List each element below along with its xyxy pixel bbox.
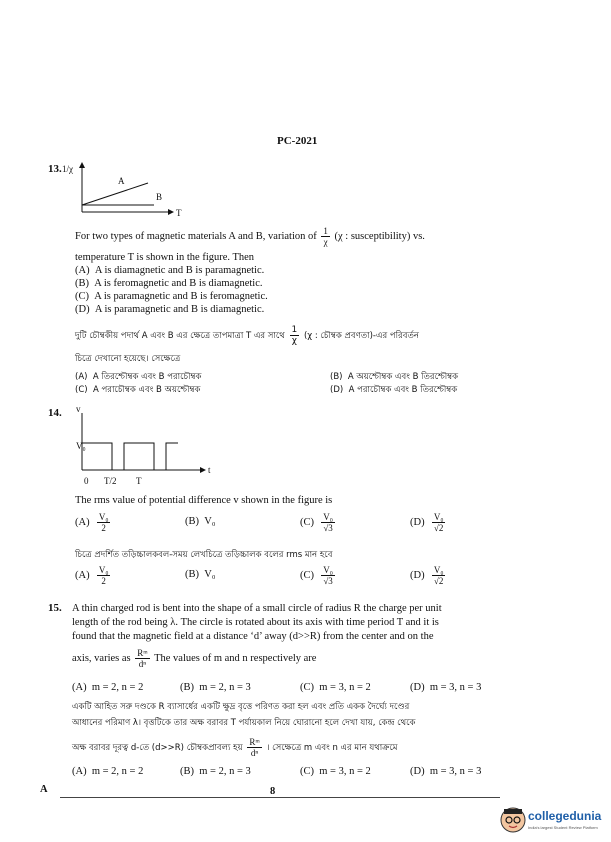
watermark-brand: collegedunia [528,809,602,823]
q13-ylabel: 1/χ [62,164,73,174]
question-14-number: 14. [48,407,62,419]
q15-bn-line: একটি আহিত সরু দণ্ডকে R ব্যাসার্ধের একটি ক্ষুদ্র বৃত্তে পরিণত করা হল এবং প্রতি একক দৈর্ঘ্যে দণ্ডের [72,702,410,712]
q15-option: (A) m = 2, n = 2 [72,682,144,693]
q13-bn-frac-inverse-chi: $\frac{1}{\chi}$ [291,325,298,346]
q14-en-option-c: (C) $\frac{\text{V₀}}{√3}$ [300,512,333,533]
q13-en-option: (A) A is diamagnetic and B is paramagnetic. [75,265,265,276]
watermark-tagline: India's largest Student Review Platform [528,825,598,830]
q14-v0-label: V₀ [76,441,86,451]
q13-bn-option: (D) A পরাচৌম্বক এবং B তিরশ্চৌম্বক [330,385,458,395]
q14-t-label: t [208,465,211,475]
q15-bn-option: (B) m = 2, n = 3 [180,766,251,777]
q13-en-option: (D) A is paramagnetic and B is diamagnetic. [75,304,265,315]
q14-thalf-label: T/2 [104,476,117,486]
q13-bn-option: (C) A পরাচৌম্বক এবং B অয়শ্চৌম্বক [75,385,201,395]
q15-bn-axis-line: অক্ষ বরাবর দূরত্ব d-তে (d>>R) চৌম্বকপ্রাবল্য হয় $\frac{\text{Rᵐ}}{\text{dⁿ}}$ । সেক্ষেত্রে m এবং n এর মান যথাক্রমে [72,737,398,758]
q14-x-arrow [200,467,206,473]
q14-bn-option-c: (C) $\frac{\text{V₀}}{√3}$ [300,565,333,586]
q13-en-option: (B) A is feromagnetic and B is diamagnetic. [75,278,263,289]
collegedunia-watermark [500,805,610,837]
q15-frac-rm-dn: $\frac{\text{Rᵐ}}{\text{dⁿ}}$ [137,648,148,669]
q14-origin-label: 0 [84,476,89,486]
q15-en-line: length of the rod being λ. The circle is rotated about its axis with time period T and it is [72,617,439,628]
q13-en-stem-line2: temperature T is shown in the figure. Then [75,252,255,263]
question-15-number: 15. [48,602,62,614]
q15-option: (D) m = 3, n = 3 [410,682,482,693]
q13-label-b: B [156,192,163,202]
q15-option: (C) m = 3, n = 2 [300,682,371,693]
q14-bn-option-a: (A) $\frac{\text{V₀}}{2}$ [75,565,109,586]
q14-en-option-d: (D) $\frac{\text{V₀}}{√2}$ [410,512,444,533]
q13-label-a: A [118,176,125,186]
q15-bn-line: আধানের পরিমাণ λ। বৃত্তটিকে তার অক্ষ বরাবর T পর্যায়কাল নিয়ে ঘোরানো হলে দেখা যায়, কেন্দ্র থেকে [72,718,416,728]
q15-option: (B) m = 2, n = 3 [180,682,251,693]
question-13-number: 13. [48,163,62,175]
q15-bn-option: (A) m = 2, n = 2 [72,766,144,777]
page-number: 8 [270,786,276,797]
q14-en-stem: The rms value of potential difference v shown in the figure is [75,495,333,506]
q15-en-axis-line: axis, varies as $\frac{\text{Rᵐ}}{\text{dⁿ}}$ The values of m and n respectively are [72,648,317,669]
q14-graph [72,404,212,486]
q14-waveform [82,443,178,470]
q14-bn-option-b: (B) V₀ [185,569,216,580]
footer-divider [60,797,500,798]
q14-en-option-b: (B) V₀ [185,516,216,527]
q13-frac-inverse-chi: $\frac{1}{\chi}$ [323,226,328,247]
q13-y-arrow [79,162,85,168]
q13-graph [62,160,190,220]
q14-tfull-label: T [136,476,142,486]
q13-xlabel: T [176,208,182,218]
q13-en-stem-line1: For two types of magnetic materials A and B, variation of $\frac{1}{\chi}$ (χ : susceptibility) vs. [75,226,425,247]
q14-bn-option-d: (D) $\frac{\text{V₀}}{√2}$ [410,565,444,586]
q15-en-line: A thin charged rod is bent into the shape of a small circle of radius R the charge per unit [72,603,442,614]
q14-ylabel: v [76,404,81,414]
q13-bn-stem-line2: চিত্রে দেখানো হয়েছে। সেক্ষেত্রে [75,354,181,364]
footer-series-letter: A [40,784,48,795]
q15-bn-option: (D) m = 3, n = 3 [410,766,482,777]
q14-bn-stem: চিত্রে প্রদর্শিত তড়িচ্চালকবল-সময় লেখচিত্রে তড়িচ্চালক বলের rms মান হবে [75,550,333,560]
q13-line-a [82,183,148,205]
q15-bn-option: (C) m = 3, n = 2 [300,766,371,777]
q13-en-option: (C) A is paramagnetic and B is feromagnetic. [75,291,268,302]
q13-bn-option: (A) A তিরশ্চৌম্বক এবং B পরাচৌম্বক [75,372,202,382]
q15-en-line: found that the magnetic field at a distance ‘d’ away (d>>R) from the center and on the [72,631,434,642]
paper-code: PC-2021 [277,135,318,147]
q13-bn-option: (B) A অয়শ্চৌম্বক এবং B তিরশ্চৌম্বক [330,372,459,382]
q13-x-arrow [168,209,174,215]
q14-en-option-a: (A) $\frac{\text{V₀}}{2}$ [75,512,109,533]
mascot-icon [500,807,526,833]
q15-bn-frac-rm-dn: $\frac{\text{Rᵐ}}{\text{dⁿ}}$ [249,737,260,758]
q13-bn-stem-line1: দুটি চৌম্বকীয় পদার্থ A এবং B এর ক্ষেত্রে তাপমাত্রা T এর সাথে $\frac{1}{\chi}$ (χ : চৌম্বক প্রবণতা)-এর পরিবর্তন [75,325,419,346]
